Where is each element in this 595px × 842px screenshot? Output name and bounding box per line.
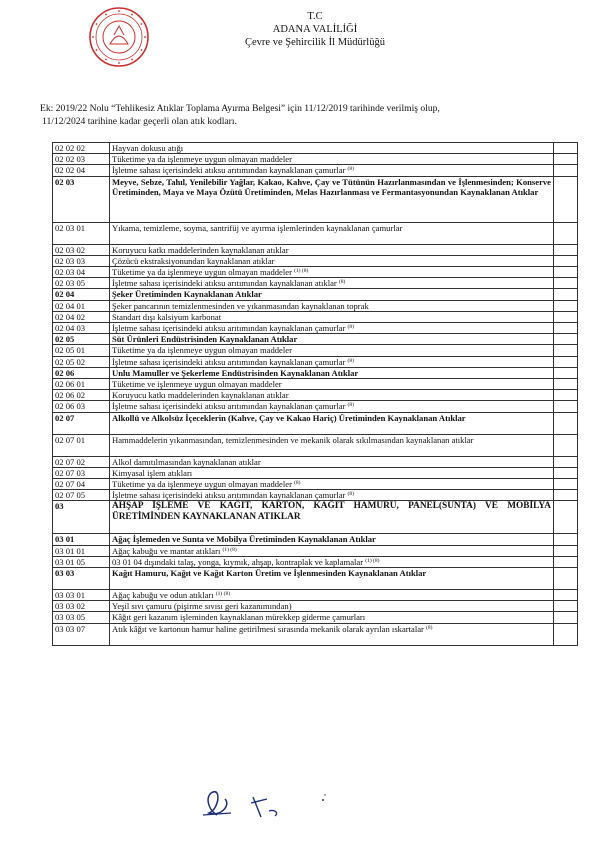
table-row <box>53 222 578 244</box>
blank-cell <box>554 568 578 590</box>
waste-description-text: Tüketime ya da işlenmeye uygun olmayan maddeler <box>112 479 292 490</box>
intro-line-2: 11/12/2024 tarihine kadar geçerli olan atık kodları. <box>42 116 237 127</box>
table-row <box>53 556 578 567</box>
waste-description-text: Hammaddelerin yıkanmasından, temizlenmesinden ve mekanik olarak sıkılmasından kaynaklanan atıklar <box>112 434 474 445</box>
waste-description-text: Unlu Mamuller ve Şekerleme Endüstrisinden Kaynaklanan Atıklar <box>112 367 359 378</box>
waste-description-cell <box>110 165 554 176</box>
table-row <box>53 143 578 154</box>
waste-description-text: İşletme sahası içerisindeki atıksu arıtımından kaynaklanan atıklar <box>112 278 337 289</box>
waste-description-text: Şeker pancarının temizlenmesinden ve yıkanmasından kaynaklanan toprak <box>112 300 369 311</box>
waste-code-cell: 03 <box>53 501 110 534</box>
waste-description-text: İşletme sahası içerisindeki atıksu arıtımından kaynaklanan çamurlar <box>112 323 346 334</box>
waste-description-cell <box>110 334 554 345</box>
table-row <box>53 501 578 534</box>
waste-description-cell <box>110 176 554 222</box>
table-row <box>53 244 578 255</box>
footnote-marker: (8) <box>338 279 346 286</box>
waste-description-cell <box>110 590 554 601</box>
table-row <box>53 456 578 467</box>
footnote-marker: (8) <box>294 480 301 487</box>
blank-cell <box>554 401 578 412</box>
table-row <box>53 278 578 289</box>
waste-code-cell: 03 03 <box>53 568 110 590</box>
waste-description-text: Alkol damıtılmasından kaynaklanan atıklar <box>112 456 261 467</box>
blank-cell <box>554 379 578 390</box>
table-row <box>53 390 578 401</box>
waste-code-cell: 02 05 <box>53 334 110 345</box>
waste-description-text: Kimyasal işlem atıkları <box>112 467 193 478</box>
waste-code-cell: 02 07 02 <box>53 456 110 467</box>
footnote-marker: (1) (8) <box>294 268 309 275</box>
table-row <box>53 401 578 412</box>
waste-code-cell: 02 03 04 <box>53 267 110 278</box>
waste-description-text: Atık kâğıt ve kartonun hamur haline getirilmesi sırasında mekanik olarak ayrılan ıskartalar <box>112 623 424 634</box>
waste-code-cell: 03 03 05 <box>53 612 110 623</box>
footnote-marker: (1) (8) <box>365 557 380 564</box>
waste-code-cell: 02 02 03 <box>53 154 110 165</box>
waste-description-text: Koruyucu katkı maddelerinden kaynaklanan atıklar <box>112 244 289 255</box>
blank-cell <box>554 267 578 278</box>
table-row <box>53 534 578 545</box>
handwritten-signature <box>195 787 385 821</box>
waste-description-text: Tüketime ya da işlenmeye uygun olmayan maddeler <box>112 267 292 278</box>
table-row <box>53 379 578 390</box>
footnote-marker: (8) <box>347 166 354 173</box>
waste-code-cell: 02 07 05 <box>53 490 110 501</box>
waste-description-cell <box>110 255 554 266</box>
waste-description-cell <box>110 534 554 545</box>
waste-description-cell <box>110 390 554 401</box>
footnote-marker: (1) (8) <box>222 546 237 553</box>
waste-description-text: Yıkama, temizleme, soyma, santrifüj ve ayırma işlemlerinden kaynaklanan çamurlar <box>112 222 403 233</box>
ministry-seal-logo <box>88 6 150 68</box>
blank-cell <box>554 623 578 645</box>
blank-cell <box>554 222 578 244</box>
table-row <box>53 568 578 590</box>
waste-description-text: Tüketime ya da işlenmeye uygun olmayan maddeler <box>112 154 292 165</box>
waste-description-cell <box>110 356 554 367</box>
waste-description-cell <box>110 345 554 356</box>
blank-cell <box>554 545 578 556</box>
waste-description-cell <box>110 401 554 412</box>
waste-description-text: İşletme sahası içerisindeki atıksu arıtımından kaynaklanan çamurlar <box>112 401 346 412</box>
waste-code-cell: 03 01 <box>53 534 110 545</box>
blank-cell <box>554 534 578 545</box>
blank-cell <box>554 612 578 623</box>
waste-code-cell: 02 06 <box>53 367 110 378</box>
waste-description-cell <box>110 623 554 645</box>
waste-code-cell: 03 03 02 <box>53 601 110 612</box>
waste-description-cell <box>110 244 554 255</box>
waste-description-text: Tüketime ya da işlenmeye uygun olmayan maddeler <box>112 345 292 356</box>
waste-description-cell <box>110 456 554 467</box>
blank-cell <box>554 165 578 176</box>
waste-description-text: Tüketime ve işlenmeye uygun olmayan maddeler <box>112 379 282 390</box>
waste-code-cell: 02 06 01 <box>53 379 110 390</box>
waste-description-text: Alkollü ve Alkolsüz İçeceklerin (Kahve, Çay ve Kakao Hariç) Üretiminden Kaynaklanan Atıklar <box>112 412 466 423</box>
waste-description-text: İşletme sahası içerisindeki atıksu arıtımından kaynaklanan çamurlar <box>112 165 346 176</box>
waste-code-cell: 02 04 <box>53 289 110 300</box>
table-row <box>53 345 578 356</box>
table-row <box>53 356 578 367</box>
waste-description-text: AHŞAP İŞLEME VE KAĞIT, KARTON, KAĞIT HAMURU, PANEL(SUNTA) VE MOBİLYA ÜRETİMİNDEN KAYNAKLANAN ATIKLAR <box>112 501 551 522</box>
table-row <box>53 623 578 645</box>
table-row <box>53 334 578 345</box>
blank-cell <box>554 334 578 345</box>
blank-cell <box>554 479 578 490</box>
waste-code-table-body <box>53 143 578 646</box>
waste-code-cell: 03 03 01 <box>53 590 110 601</box>
waste-description-text: Süt Ürünleri Endüstrisinden Kaynaklanan Atıklar <box>112 334 298 345</box>
waste-code-cell: 02 06 03 <box>53 401 110 412</box>
waste-description-text: Ağaç kabuğu ve odun atıkları <box>112 590 214 601</box>
waste-code-cell: 02 02 04 <box>53 165 110 176</box>
waste-description-cell <box>110 278 554 289</box>
waste-code-cell: 02 07 01 <box>53 434 110 456</box>
waste-code-cell: 02 05 01 <box>53 345 110 356</box>
table-row <box>53 367 578 378</box>
header-governorship: ADANA VALİLİĞİ <box>272 24 358 35</box>
footnote-marker: (8) <box>347 491 354 498</box>
waste-description-text: Koruyucu katkı maddelerinden kaynaklanan atıklar <box>112 390 289 401</box>
table-row <box>53 176 578 222</box>
waste-description-text: Şeker Üretiminden Kaynaklanan Atıklar <box>112 289 262 300</box>
waste-code-cell: 02 03 01 <box>53 222 110 244</box>
blank-cell <box>554 300 578 311</box>
waste-description-cell <box>110 222 554 244</box>
table-row <box>53 601 578 612</box>
blank-cell <box>554 154 578 165</box>
footnote-marker: (1) (8) <box>215 591 231 598</box>
blank-cell <box>554 390 578 401</box>
waste-description-text: Kağıt Hamuru, Kağıt ve Kağıt Karton Üretim ve İşlenmesinden Kaynaklanan Atıklar <box>112 568 427 579</box>
waste-code-cell: 03 01 01 <box>53 545 110 556</box>
waste-description-cell <box>110 367 554 378</box>
blank-cell <box>554 467 578 478</box>
intro-line-1: Ek: 2019/22 Nolu “Tehlikesiz Atıklar Toplama Ayırma Belgesi” için 11/12/2019 tarihinde verilmiş olup, <box>40 103 440 114</box>
waste-description-cell <box>110 323 554 334</box>
waste-description-cell <box>110 467 554 478</box>
blank-cell <box>554 176 578 222</box>
waste-code-cell: 02 02 02 <box>53 143 110 154</box>
table-row <box>53 479 578 490</box>
blank-cell <box>554 244 578 255</box>
footnote-marker: (8) <box>347 402 354 409</box>
blank-cell <box>554 323 578 334</box>
waste-description-cell <box>110 289 554 300</box>
blank-cell <box>554 356 578 367</box>
header-directorate: Çevre ve Şehircilik İl Müdürlüğü <box>245 37 385 48</box>
blank-cell <box>554 490 578 501</box>
waste-description-text: Hayvan dokusu atığı <box>112 143 184 153</box>
waste-description-cell <box>110 311 554 322</box>
waste-code-cell: 02 07 <box>53 412 110 434</box>
footnote-marker: (8) <box>426 624 433 631</box>
table-row <box>53 545 578 556</box>
waste-description-cell <box>110 300 554 311</box>
blank-cell <box>554 456 578 467</box>
blank-cell <box>554 311 578 322</box>
waste-description-text: Ağaç kabuğu ve mantar atıkları <box>112 545 221 556</box>
waste-description-cell <box>110 143 554 154</box>
waste-code-table <box>52 142 578 646</box>
table-row <box>53 267 578 278</box>
table-row <box>53 412 578 434</box>
blank-cell <box>554 434 578 456</box>
blank-cell <box>554 289 578 300</box>
footnote-marker: (8) <box>347 324 354 331</box>
waste-description-text: Kâğıt geri kazanım işleminden kaynaklanan mürekkep giderme çamurları <box>112 612 366 623</box>
table-row <box>53 467 578 478</box>
blank-cell <box>554 501 578 534</box>
waste-code-cell: 02 04 02 <box>53 311 110 322</box>
waste-code-cell: 02 07 04 <box>53 479 110 490</box>
waste-description-cell <box>110 154 554 165</box>
table-row <box>53 311 578 322</box>
waste-description-cell <box>110 612 554 623</box>
table-row <box>53 612 578 623</box>
waste-description-text: Yeşil sıvı çamuru (pişirme sıvısı geri kazanımından) <box>112 601 292 612</box>
waste-code-cell: 02 06 02 <box>53 390 110 401</box>
waste-code-cell: 02 03 02 <box>53 244 110 255</box>
intro-text <box>40 102 560 128</box>
table-row <box>53 165 578 176</box>
waste-code-cell: 02 04 01 <box>53 300 110 311</box>
waste-description-cell <box>110 490 554 501</box>
waste-description-cell <box>110 556 554 567</box>
waste-description-text: İşletme sahası içerisindeki atıksu arıtımından kaynaklanan çamurlar <box>112 490 346 501</box>
waste-description-cell <box>110 601 554 612</box>
table-row <box>53 490 578 501</box>
blank-cell <box>554 367 578 378</box>
blank-cell <box>554 412 578 434</box>
waste-description-cell <box>110 267 554 278</box>
blank-cell <box>554 590 578 601</box>
waste-code-cell: 03 01 05 <box>53 556 110 567</box>
waste-description-text: Meyve, Sebze, Tahıl, Yenilebilir Yağlar, Kakao, Kahve, Çay ve Tütünün Hazırlanmasından ve İşlenmesinden; Konserve Üretiminden, Maya ve Maya Özütü Üretiminden, Melas Hazırlanması ve Fermantasyonundan Kaynaklanan Atıklar <box>112 176 551 197</box>
table-row <box>53 289 578 300</box>
table-row <box>53 300 578 311</box>
waste-code-cell: 02 07 03 <box>53 467 110 478</box>
blank-cell <box>554 278 578 289</box>
table-row <box>53 434 578 456</box>
blank-cell <box>554 345 578 356</box>
table-row <box>53 323 578 334</box>
waste-code-cell: 02 05 02 <box>53 356 110 367</box>
blank-cell <box>554 255 578 266</box>
waste-code-cell: 03 03 07 <box>53 623 110 645</box>
table-row <box>53 255 578 266</box>
waste-description-cell <box>110 501 554 534</box>
blank-cell <box>554 601 578 612</box>
waste-description-cell <box>110 479 554 490</box>
waste-description-text: Ağaç İşlemeden ve Sunta ve Mobilya Üretiminden Kaynaklanan Atıklar <box>112 534 376 545</box>
waste-description-cell <box>110 412 554 434</box>
waste-code-cell: 02 03 05 <box>53 278 110 289</box>
waste-description-text: Çözücü ekstraksiyonundan kaynaklanan atıklar <box>112 255 275 266</box>
waste-description-text: Standart dışı kalsiyum karbonat <box>112 311 222 322</box>
footnote-marker: (8) <box>347 357 354 364</box>
header-tc: T.C <box>307 11 323 22</box>
waste-description-cell <box>110 545 554 556</box>
waste-description-cell <box>110 568 554 590</box>
waste-code-cell: 02 03 03 <box>53 255 110 266</box>
waste-description-text: 03 01 04 dışındaki talaş, yonga, kıymık, ahşap, kontraplak ve kaplamalar <box>112 556 364 567</box>
table-row <box>53 590 578 601</box>
waste-description-cell <box>110 379 554 390</box>
waste-code-cell: 02 03 <box>53 176 110 222</box>
blank-cell <box>554 556 578 567</box>
blank-cell <box>554 143 578 154</box>
table-row <box>53 154 578 165</box>
waste-description-cell <box>110 434 554 456</box>
waste-code-cell: 02 04 03 <box>53 323 110 334</box>
waste-description-text: İşletme sahası içerisindeki atıksu arıtımından kaynaklanan çamurlar <box>112 356 346 367</box>
